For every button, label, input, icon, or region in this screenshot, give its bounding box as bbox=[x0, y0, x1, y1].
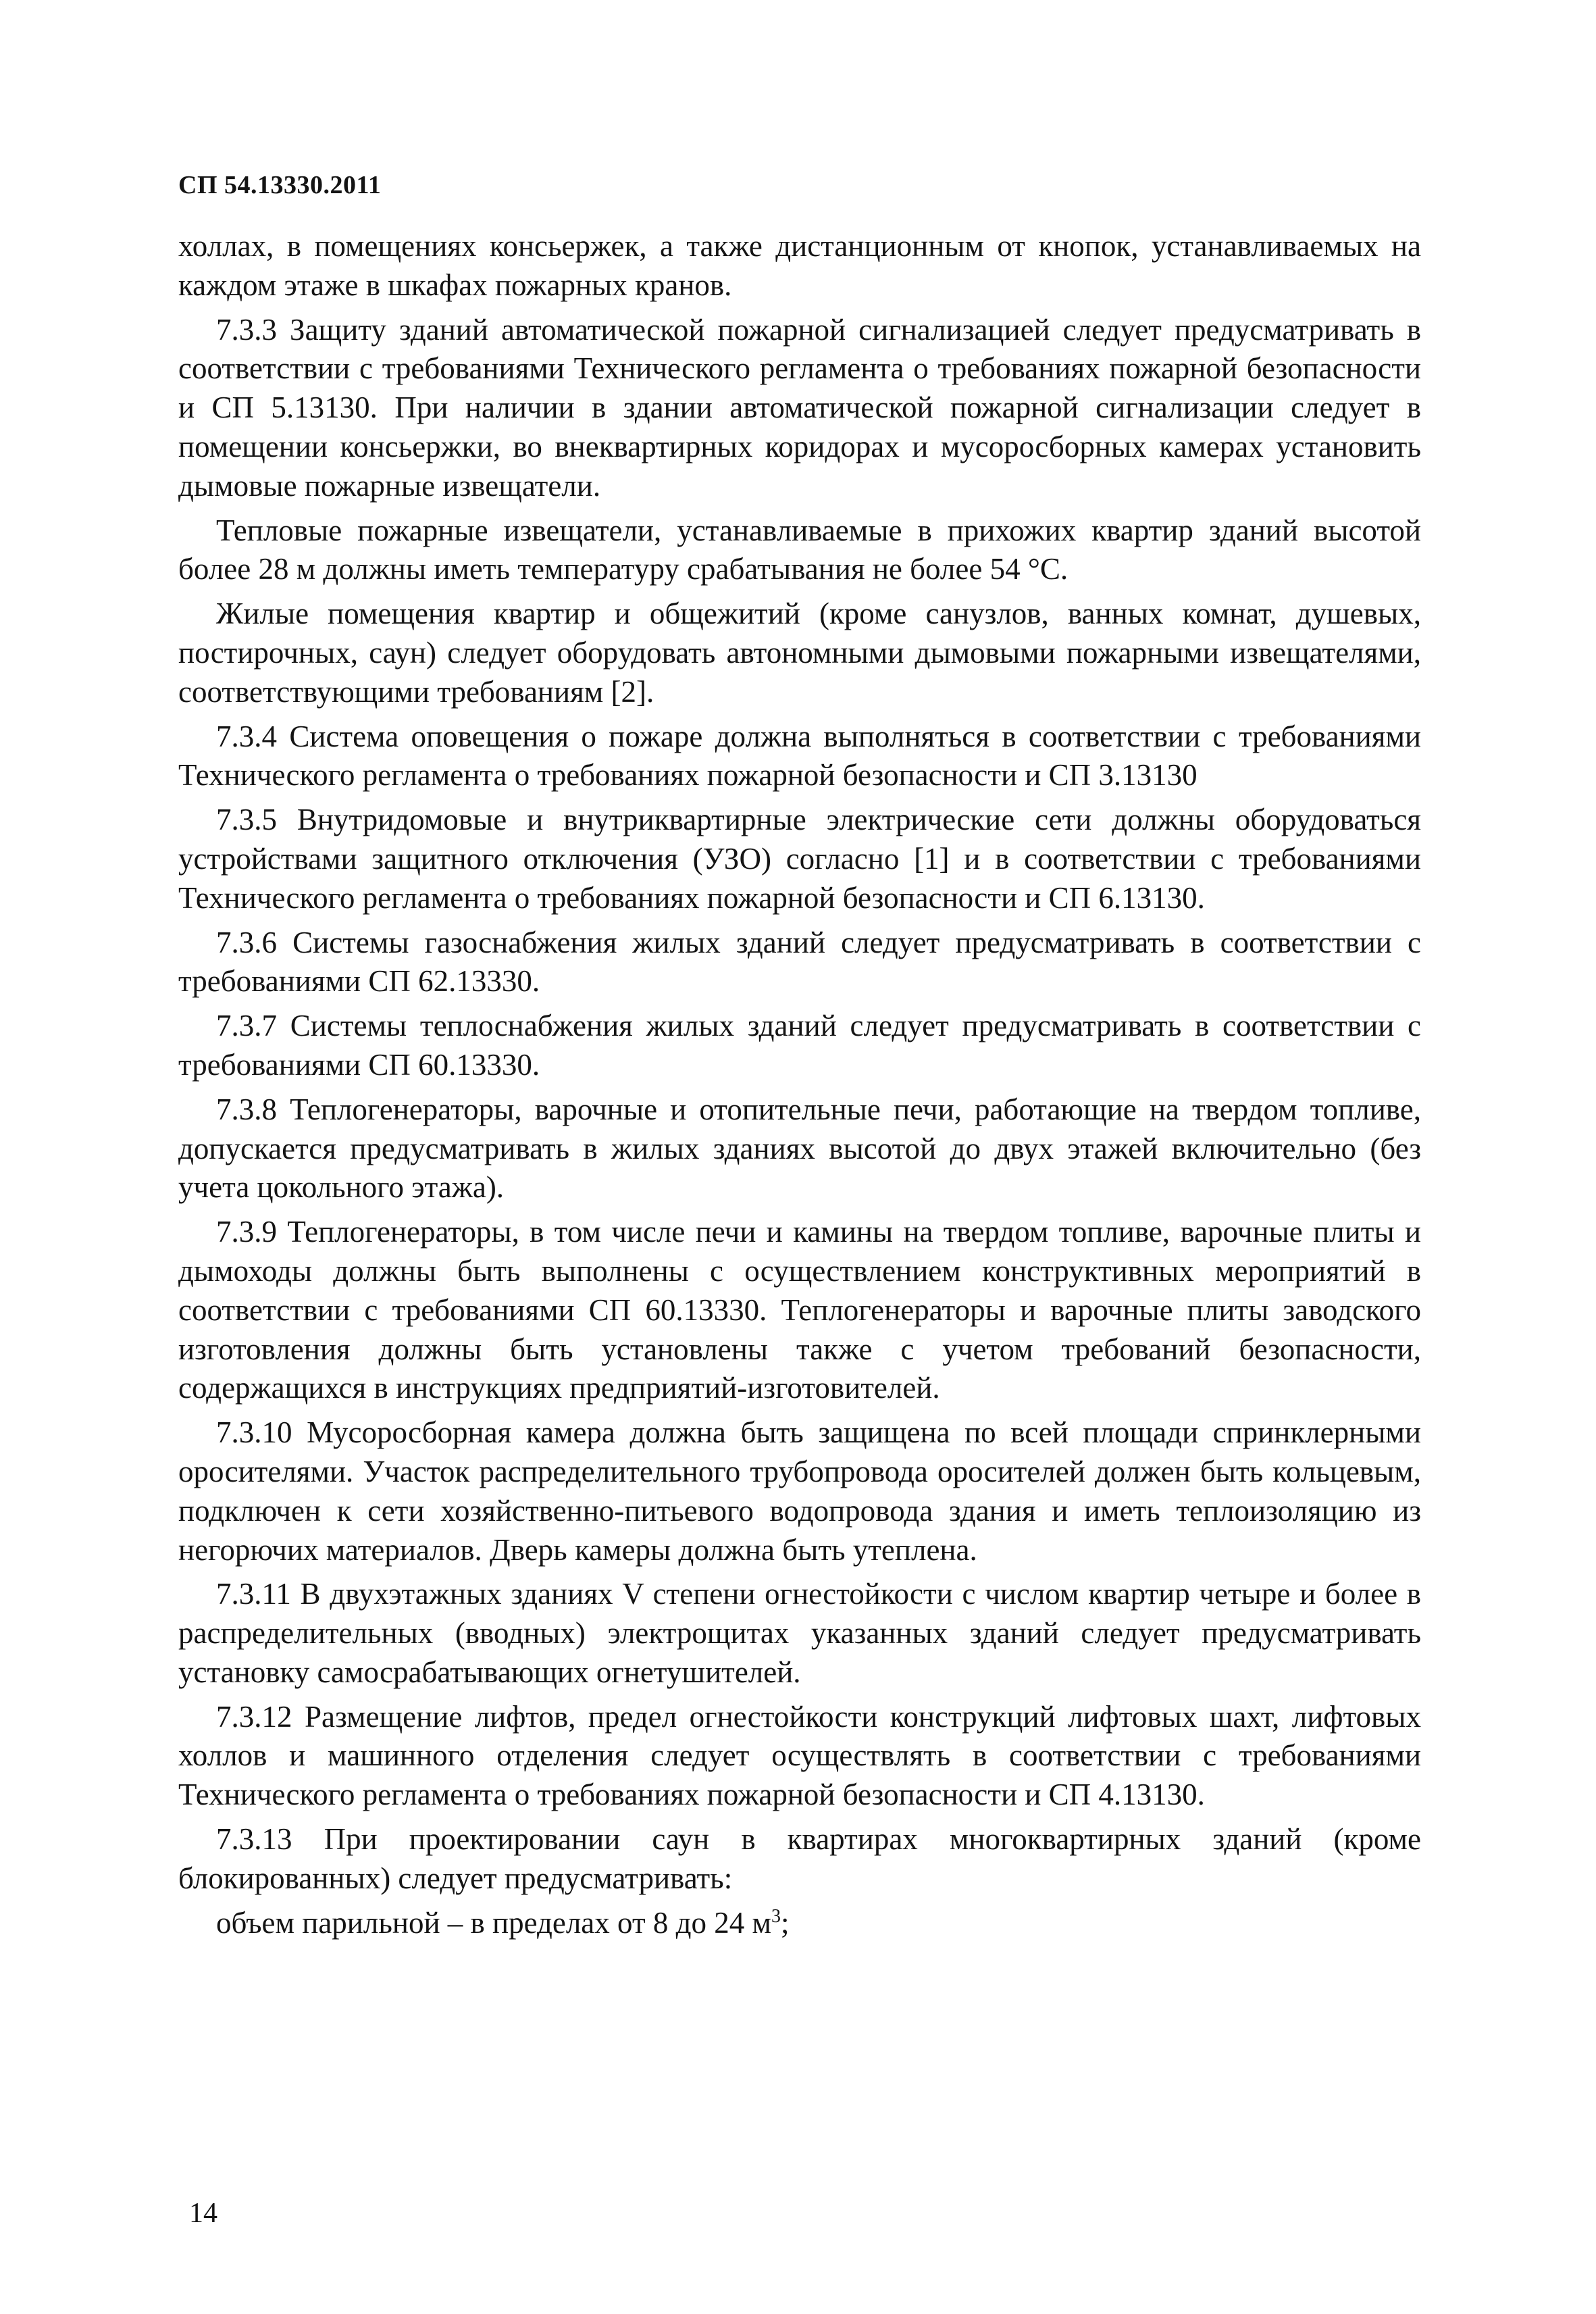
paragraph-7-3-9: 7.3.9 Теплогенераторы, в том числе печи и камины на твердом топливе, варочные плиты и дымоходы должны быть выполнены с осуществлением конструктивных мероприятий в соответствии с требованиями СП 60.13330. Теплогенераторы и варочные плиты заводского изготовления должны быть установлены также с учетом требований безопасности, содержащихся в инструкциях предприятий-изготовителей. bbox=[178, 1215, 1421, 1405]
paragraph-7-3-5: 7.3.5 Внутридомовые и внутриквартирные электрические сети должны оборудоваться устройствами защитного отключения (УЗО) согласно [1] и в соответствии с требованиями Технического регламента о требованиях пожарной безопасности и СП 6.13130. bbox=[178, 803, 1421, 915]
paragraph-heat-detectors: Тепловые пожарные извещатели, устанавливаемые в прихожих квартир зданий высотой более 28 м должны иметь температуру срабатывания не более 54 °С. bbox=[178, 513, 1421, 586]
paragraph-7-3-8: 7.3.8 Теплогенераторы, варочные и отопительные печи, работающие на твердом топливе, допускается предусматривать в жилых зданиях высотой до двух этажей включительно (без учета цокольного этажа). bbox=[178, 1092, 1421, 1205]
paragraph-7-3-3: 7.3.3 Защиту зданий автоматической пожарной сигнализацией следует предусматривать в соответствии с требованиями Технического регламента о требованиях пожарной безопасности и СП 5.13130. При наличии в здании автоматической пожарной сигнализации следует в помещении консьержки, во внеквартирных коридорах и мусоросборных камерах установить дымовые пожарные извещатели. bbox=[178, 312, 1421, 503]
paragraph-continued: холлах, в помещениях консьержек, а также дистанционным от кнопок, устанавливаемых на каждом этаже в шкафах пожарных кранов. bbox=[178, 229, 1421, 302]
paragraph-steam-room-volume bbox=[178, 1904, 1421, 1943]
paragraph-7-3-11: 7.3.11 В двухэтажных зданиях V степени огнестойкости с числом квартир четыре и более в распределительных (вводных) электрощитах указанных зданий следует предусматривать установку самосрабатывающих огнетушителей. bbox=[178, 1577, 1421, 1689]
steam-room-volume-text: объем парильной – в пределах от 8 до 24 м bbox=[216, 1905, 771, 1940]
page-number: 14 bbox=[189, 2198, 217, 2229]
paragraph-smoke-detectors: Жилые помещения квартир и общежитий (кроме санузлов, ванных комнат, душевых, постирочных, саун) следует оборудовать автономными дымовыми пожарными извещателями, соответствующими требованиям [2]. bbox=[178, 597, 1421, 709]
paragraph-7-3-6: 7.3.6 Системы газоснабжения жилых зданий следует предусматривать в соответствии с требованиями СП 62.13330. bbox=[178, 925, 1421, 999]
paragraph-7-3-7: 7.3.7 Системы теплоснабжения жилых зданий следует предусматривать в соответствии с требованиями СП 60.13330. bbox=[178, 1009, 1421, 1082]
paragraph-7-3-13: 7.3.13 При проектировании саун в квартирах многоквартирных зданий (кроме блокированных) следует предусматривать: bbox=[178, 1822, 1421, 1895]
steam-room-volume-suffix: ; bbox=[780, 1905, 790, 1940]
document-code-header: СП 54.13330.2011 bbox=[178, 171, 382, 199]
page-body bbox=[178, 227, 1421, 1948]
cubic-superscript: 3 bbox=[771, 1905, 781, 1927]
paragraph-7-3-4: 7.3.4 Система оповещения о пожаре должна выполняться в соответствии с требованиями Технического регламента о требованиях пожарной безопасности и СП 3.13130 bbox=[178, 719, 1421, 793]
paragraph-7-3-12: 7.3.12 Размещение лифтов, предел огнестойкости конструкций лифтовых шахт, лифтовых холлов и машинного отделения следует осуществлять в соответствии с требованиями Технического регламента о требованиях пожарной безопасности и СП 4.13130. bbox=[178, 1699, 1421, 1812]
paragraph-7-3-10: 7.3.10 Мусоросборная камера должна быть защищена по всей площади спринклерными оросителями. Участок распределительного трубопровода оросителей должен быть кольцевым, подключен к сети хозяйственно-питьевого водопровода здания и иметь теплоизоляцию из негорючих материалов. Дверь камеры должна быть утеплена. bbox=[178, 1415, 1421, 1567]
